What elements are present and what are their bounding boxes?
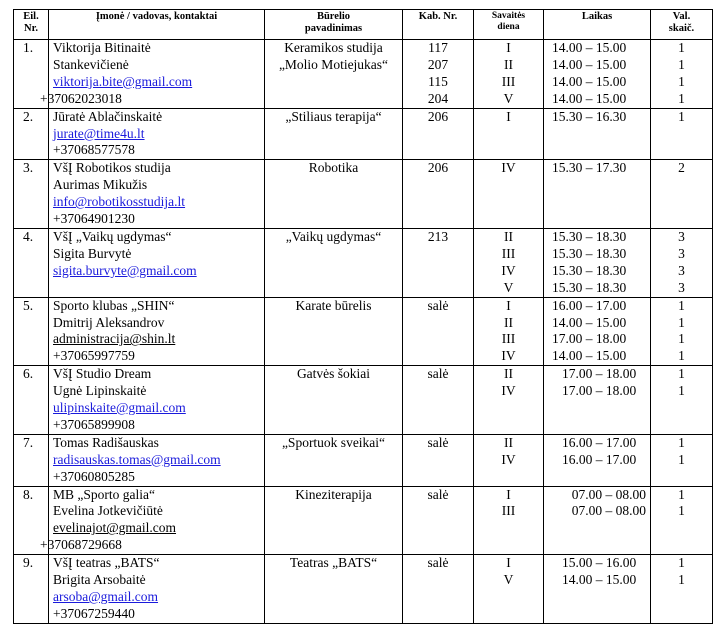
room-cell: salė	[403, 486, 474, 555]
header-val: Val. skaič.	[651, 10, 713, 40]
table-row	[14, 228, 713, 297]
org-contact-cell	[49, 160, 265, 229]
time-cell: 15.30 – 17.30	[544, 160, 651, 229]
email-link[interactable]: info@robotikosstudija.lt	[53, 194, 186, 210]
row-number: 7.	[14, 434, 49, 486]
room-cell: 117 207 115 204	[403, 40, 474, 109]
hours-cell: 1	[651, 108, 713, 160]
header-nr: Eil. Nr.	[14, 10, 49, 40]
time-cell: 16.00 – 17.00 14.00 – 15.00 17.00 – 18.00 14.00 – 15.00	[544, 297, 651, 366]
day-cell: II IV	[474, 434, 544, 486]
hours-cell: 1 1 1 1	[651, 297, 713, 366]
email-link[interactable]: radisauskas.tomas@gmail.com	[53, 451, 221, 467]
room-cell: salė	[403, 366, 474, 435]
club-cell: Karate būrelis	[265, 297, 403, 366]
table-row	[14, 297, 713, 366]
table-row	[14, 160, 713, 229]
org-name: VšĮ „Vaikų ugdymas“	[53, 228, 172, 244]
table-row	[14, 434, 713, 486]
day-cell: IV	[474, 160, 544, 229]
time-cell: 15.30 – 18.30 15.30 – 18.30 15.30 – 18.30 15.30 – 18.30	[544, 228, 651, 297]
club-cell: Keramikos studija „Molio Motiejukas“	[265, 40, 403, 109]
email-link[interactable]: arsoba@gmail.com	[53, 589, 159, 604]
phone-number: +37062023018	[40, 90, 122, 106]
email-link[interactable]: viktorija.bite@gmail.com	[53, 73, 193, 89]
table-row	[14, 366, 713, 435]
header-club: Būrelio pavadinimas	[265, 10, 403, 40]
day-cell: II III IV V	[474, 228, 544, 297]
header-time: Laikas	[544, 10, 651, 40]
hours-cell: 1 1	[651, 366, 713, 435]
hours-cell: 1 1 1 1	[651, 40, 713, 109]
phone-number: +37068577578	[53, 142, 135, 158]
clubs-table	[13, 9, 713, 624]
hours-cell: 1 1	[651, 486, 713, 555]
room-cell: salė	[403, 297, 474, 366]
header-row	[14, 10, 713, 40]
time-cell: 17.00 – 18.00 17.00 – 18.00	[544, 366, 651, 435]
email-link[interactable]: jurate@time4u.lt	[53, 125, 145, 141]
org-name: Sporto klubas „SHIN“	[53, 297, 175, 313]
org-contact-cell	[49, 108, 265, 160]
org-contact-cell	[40, 40, 265, 109]
time-cell: 16.00 – 17.00 16.00 – 17.00	[544, 434, 651, 486]
day-cell: I III	[474, 486, 544, 555]
room-cell: salė	[403, 434, 474, 486]
day-cell: I V	[474, 555, 544, 624]
club-cell: „Vaikų ugdymas“	[265, 228, 403, 297]
phone-number: +37065899908	[53, 416, 135, 432]
table-row	[14, 40, 713, 109]
time-cell: 14.00 – 15.00 14.00 – 15.00 14.00 – 15.00 14.00 – 15.00	[544, 40, 651, 109]
room-cell: 213	[403, 228, 474, 297]
org-contact-cell	[40, 486, 265, 555]
club-cell: Gatvės šokiai	[265, 366, 403, 435]
room-cell: salė	[403, 555, 474, 624]
club-cell: „Stiliaus terapija“	[265, 108, 403, 160]
org-name: Stankevičienė	[53, 56, 129, 72]
org-name: Jūratė Ablačinskaitė	[53, 108, 163, 124]
phone-number: +37067259440	[53, 605, 135, 621]
row-number: 6.	[14, 366, 49, 435]
club-cell: „Sportuok sveikai“	[265, 434, 403, 486]
club-cell: Teatras „BATS“	[265, 555, 403, 624]
header-day: Savaitės diena	[474, 10, 544, 40]
room-cell: 206	[403, 160, 474, 229]
email-link[interactable]: sigita.burvyte@gmail.com	[53, 262, 197, 278]
table-row	[14, 555, 713, 624]
time-cell: 15.00 – 16.00 14.00 – 15.00	[544, 555, 651, 624]
row-number: 9.	[14, 555, 49, 624]
header-kab: Kab. Nr.	[403, 10, 474, 40]
row-number: 1.	[14, 40, 49, 109]
email-link[interactable]: administracija@shin.lt	[53, 331, 176, 347]
email-link[interactable]: ulipinskaite@gmail.com	[53, 400, 186, 416]
hours-cell: 1 1	[651, 434, 713, 486]
phone-number: +37068729668	[40, 537, 122, 553]
org-contact-cell	[49, 228, 265, 297]
org-contact-cell	[49, 297, 265, 366]
org-contact-cell	[49, 366, 265, 435]
hours-cell: 2	[651, 160, 713, 229]
org-name: Viktorija Bitinaitė	[53, 40, 151, 55]
day-cell: II IV	[474, 366, 544, 435]
header-org: Įmonė / vadovas, kontaktai	[49, 10, 265, 40]
club-cell: Kineziterapija	[265, 486, 403, 555]
org-name: VšĮ Robotikos studija	[53, 160, 171, 176]
hours-cell: 3 3 3 3	[651, 228, 713, 297]
day-cell: I	[474, 108, 544, 160]
org-name: Aurimas Mikužis	[53, 177, 148, 193]
table-row	[14, 108, 713, 160]
hours-cell: 1 1	[651, 555, 713, 624]
email-link[interactable]: evelinajot@gmail.com	[53, 520, 177, 536]
org-contact-cell	[49, 555, 265, 624]
org-name: Sigita Burvytė	[53, 245, 132, 261]
row-number: 4.	[14, 228, 49, 297]
day-cell: I II III V	[474, 40, 544, 109]
org-name: VšĮ teatras „BATS“	[53, 555, 160, 571]
org-name: VšĮ Studio Dream	[53, 366, 152, 382]
org-contact-cell	[49, 434, 265, 486]
club-cell: Robotika	[265, 160, 403, 229]
org-name: MB „Sporto galia“	[53, 486, 155, 502]
row-number: 5.	[14, 297, 49, 366]
org-name: Evelina Jotkevičiūtė	[53, 503, 163, 519]
time-cell: 15.30 – 16.30	[544, 108, 651, 160]
phone-number: +37065997759	[53, 348, 135, 364]
table-row	[14, 486, 713, 555]
row-number: 3.	[14, 160, 49, 229]
phone-number: +37060805285	[53, 468, 135, 484]
row-number: 2.	[14, 108, 49, 160]
room-cell: 206	[403, 108, 474, 160]
day-cell: I II III IV	[474, 297, 544, 366]
phone-number: +37064901230	[53, 211, 135, 227]
org-name: Dmitrij Aleksandrov	[53, 314, 165, 330]
row-number: 8.	[14, 486, 49, 555]
time-cell: 07.00 – 08.00 07.00 – 08.00	[544, 486, 651, 555]
org-name: Brigita Arsobaitė	[53, 572, 146, 588]
org-name: Ugnė Lipinskaitė	[53, 383, 147, 399]
org-name: Tomas Radišauskas	[53, 434, 159, 450]
